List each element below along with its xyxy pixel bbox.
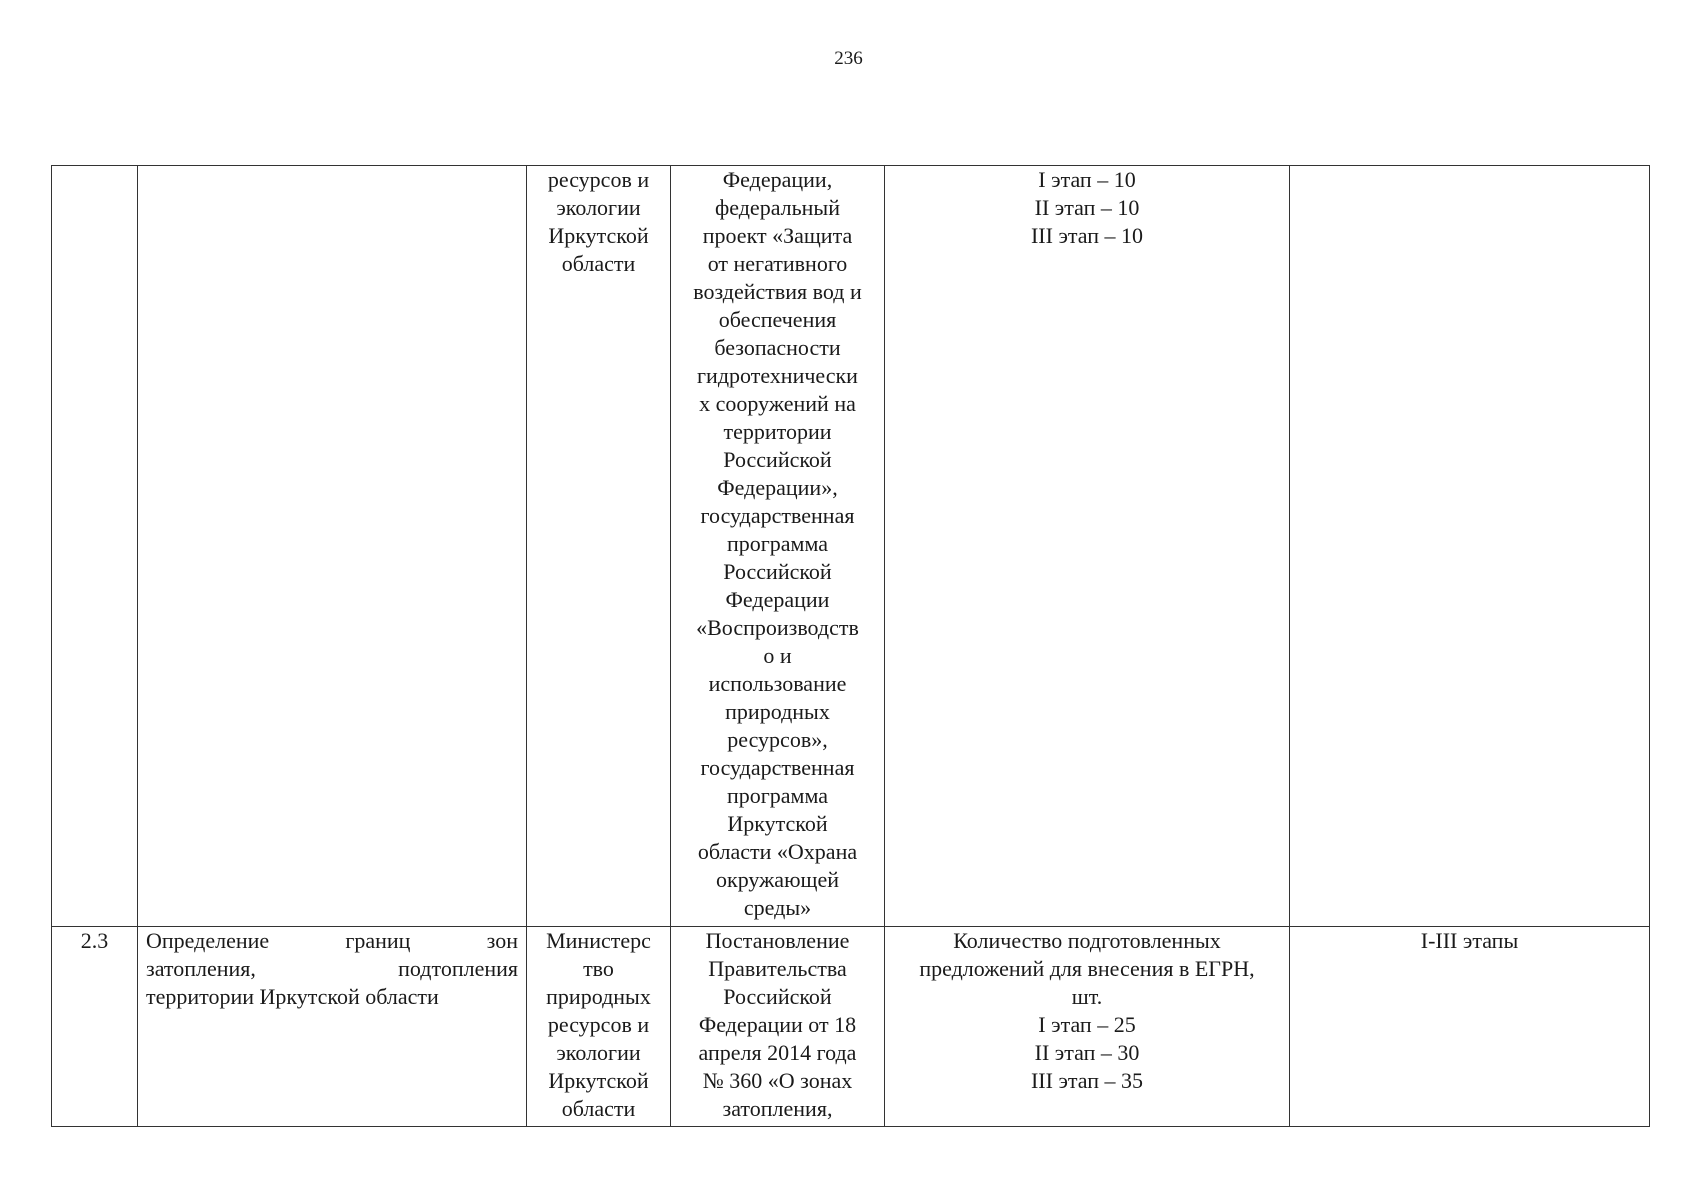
executor-cell: Министерс тво природных ресурсов и экологии Иркутской области — [527, 927, 671, 1127]
table-row — [52, 166, 1650, 927]
deadline-cell: I-III этапы — [1290, 927, 1650, 1127]
measures-table — [51, 165, 1650, 1127]
row-number-cell: 2.3 — [52, 927, 138, 1127]
executor-cell: ресурсов и экологии Иркутской области — [527, 166, 671, 927]
measure-name-cell — [138, 166, 527, 927]
row-number-cell — [52, 166, 138, 927]
indicator-cell: I этап – 10 II этап – 10 III этап – 10 — [885, 166, 1290, 927]
measure-name-cell — [138, 927, 527, 1127]
table-row — [52, 927, 1650, 1127]
basis-cell: Федерации, федеральный проект «Защита от негативного воздействия вод и обеспечения безопасности гидротехнически х сооружений на территории Российской Федерации», государственная программа Российской Федерации «Воспроизводств о и использование природных ресурсов», государственная программа Иркутской области «Охрана окружающей среды» — [671, 166, 885, 927]
deadline-cell — [1290, 166, 1650, 927]
measure-name-line: затопления, подтопления — [146, 956, 518, 981]
basis-cell: Постановление Правительства Российской Федерации от 18 апреля 2014 года № 360 «О зонах затопления, — [671, 927, 885, 1127]
indicator-cell: Количество подготовленных предложений для внесения в ЕГРН, шт. I этап – 25 II этап – 30 III этап – 35 — [885, 927, 1290, 1127]
measure-name-line: Определение границ зон — [146, 928, 518, 953]
measure-name-line: территории Иркутской области — [146, 984, 439, 1009]
page-number: 236 — [834, 48, 863, 69]
